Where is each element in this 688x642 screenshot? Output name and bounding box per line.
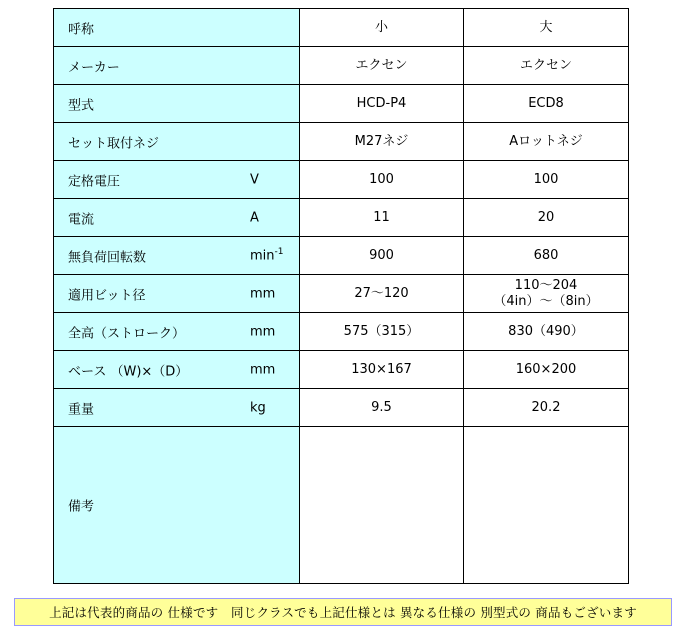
- value-small: M27ネジ: [300, 123, 464, 161]
- row-label: セット取付ネジ: [68, 136, 160, 151]
- value-large: 20.2: [464, 389, 629, 427]
- row-unit: V: [250, 172, 259, 187]
- row-unit: mm: [250, 286, 276, 301]
- value-small: 130×167: [300, 351, 464, 389]
- spec-table: [53, 8, 629, 584]
- row-unit: [250, 248, 284, 263]
- value-large: 830（490）: [464, 313, 629, 351]
- row-current: [54, 199, 629, 237]
- value-small: 9.5: [300, 389, 464, 427]
- value-large-line2: （4in）～（8in）: [493, 293, 599, 309]
- header-label: 呼称: [68, 22, 95, 37]
- row-unit: A: [250, 210, 259, 225]
- value-small: 27～120: [300, 275, 464, 313]
- row-label: 全高（ストローク）: [68, 326, 186, 341]
- value-large: エクセン: [464, 47, 629, 85]
- value-small: エクセン: [300, 47, 464, 85]
- value-small: [300, 427, 464, 584]
- value-large: Aロットネジ: [464, 123, 629, 161]
- row-no-load-speed: [54, 237, 629, 275]
- row-label: 定格電圧: [68, 174, 121, 189]
- value-large: 100: [464, 161, 629, 199]
- row-model: [54, 85, 629, 123]
- row-maker: [54, 47, 629, 85]
- value-large: ECD8: [464, 85, 629, 123]
- row-label: メーカー: [68, 60, 120, 75]
- value-small: 900: [300, 237, 464, 275]
- row-base: [54, 351, 629, 389]
- row-label: ベース （W)×（D）: [68, 364, 189, 379]
- unit-exponent: -1: [274, 246, 284, 257]
- row-unit: mm: [250, 324, 276, 339]
- row-label: 備考: [68, 499, 95, 515]
- row-bit-diameter: [54, 275, 629, 313]
- header-small: 小: [300, 9, 464, 47]
- value-large: 160×200: [464, 351, 629, 389]
- row-unit: mm: [250, 362, 276, 377]
- row-label: 適用ビット径: [68, 288, 146, 303]
- row-weight: [54, 389, 629, 427]
- row-notes: [54, 427, 629, 584]
- row-mount-thread: [54, 123, 629, 161]
- row-total-height: [54, 313, 629, 351]
- row-voltage: [54, 161, 629, 199]
- row-label: 無負荷回転数: [68, 250, 147, 265]
- row-unit: kg: [250, 400, 266, 415]
- row-label: 重量: [68, 402, 95, 417]
- value-large: 20: [464, 199, 629, 237]
- row-label: 型式: [68, 98, 95, 113]
- header-label-cell: [54, 9, 300, 47]
- value-small: 100: [300, 161, 464, 199]
- unit-base: min: [250, 248, 275, 263]
- header-row: [54, 9, 629, 47]
- value-large-line1: 110～204: [514, 277, 578, 293]
- value-small: HCD-P4: [300, 85, 464, 123]
- footer-note: 上記は代表的商品の 仕様です 同じクラスでも上記仕様とは 異なる仕様の 別型式の 商品もございます: [14, 598, 672, 626]
- value-large: 680: [464, 237, 629, 275]
- row-label: 電流: [68, 212, 95, 227]
- value-small: 575（315）: [300, 313, 464, 351]
- value-large: [464, 427, 629, 584]
- header-large: 大: [464, 9, 629, 47]
- value-small: 11: [300, 199, 464, 237]
- value-large: [464, 275, 629, 313]
